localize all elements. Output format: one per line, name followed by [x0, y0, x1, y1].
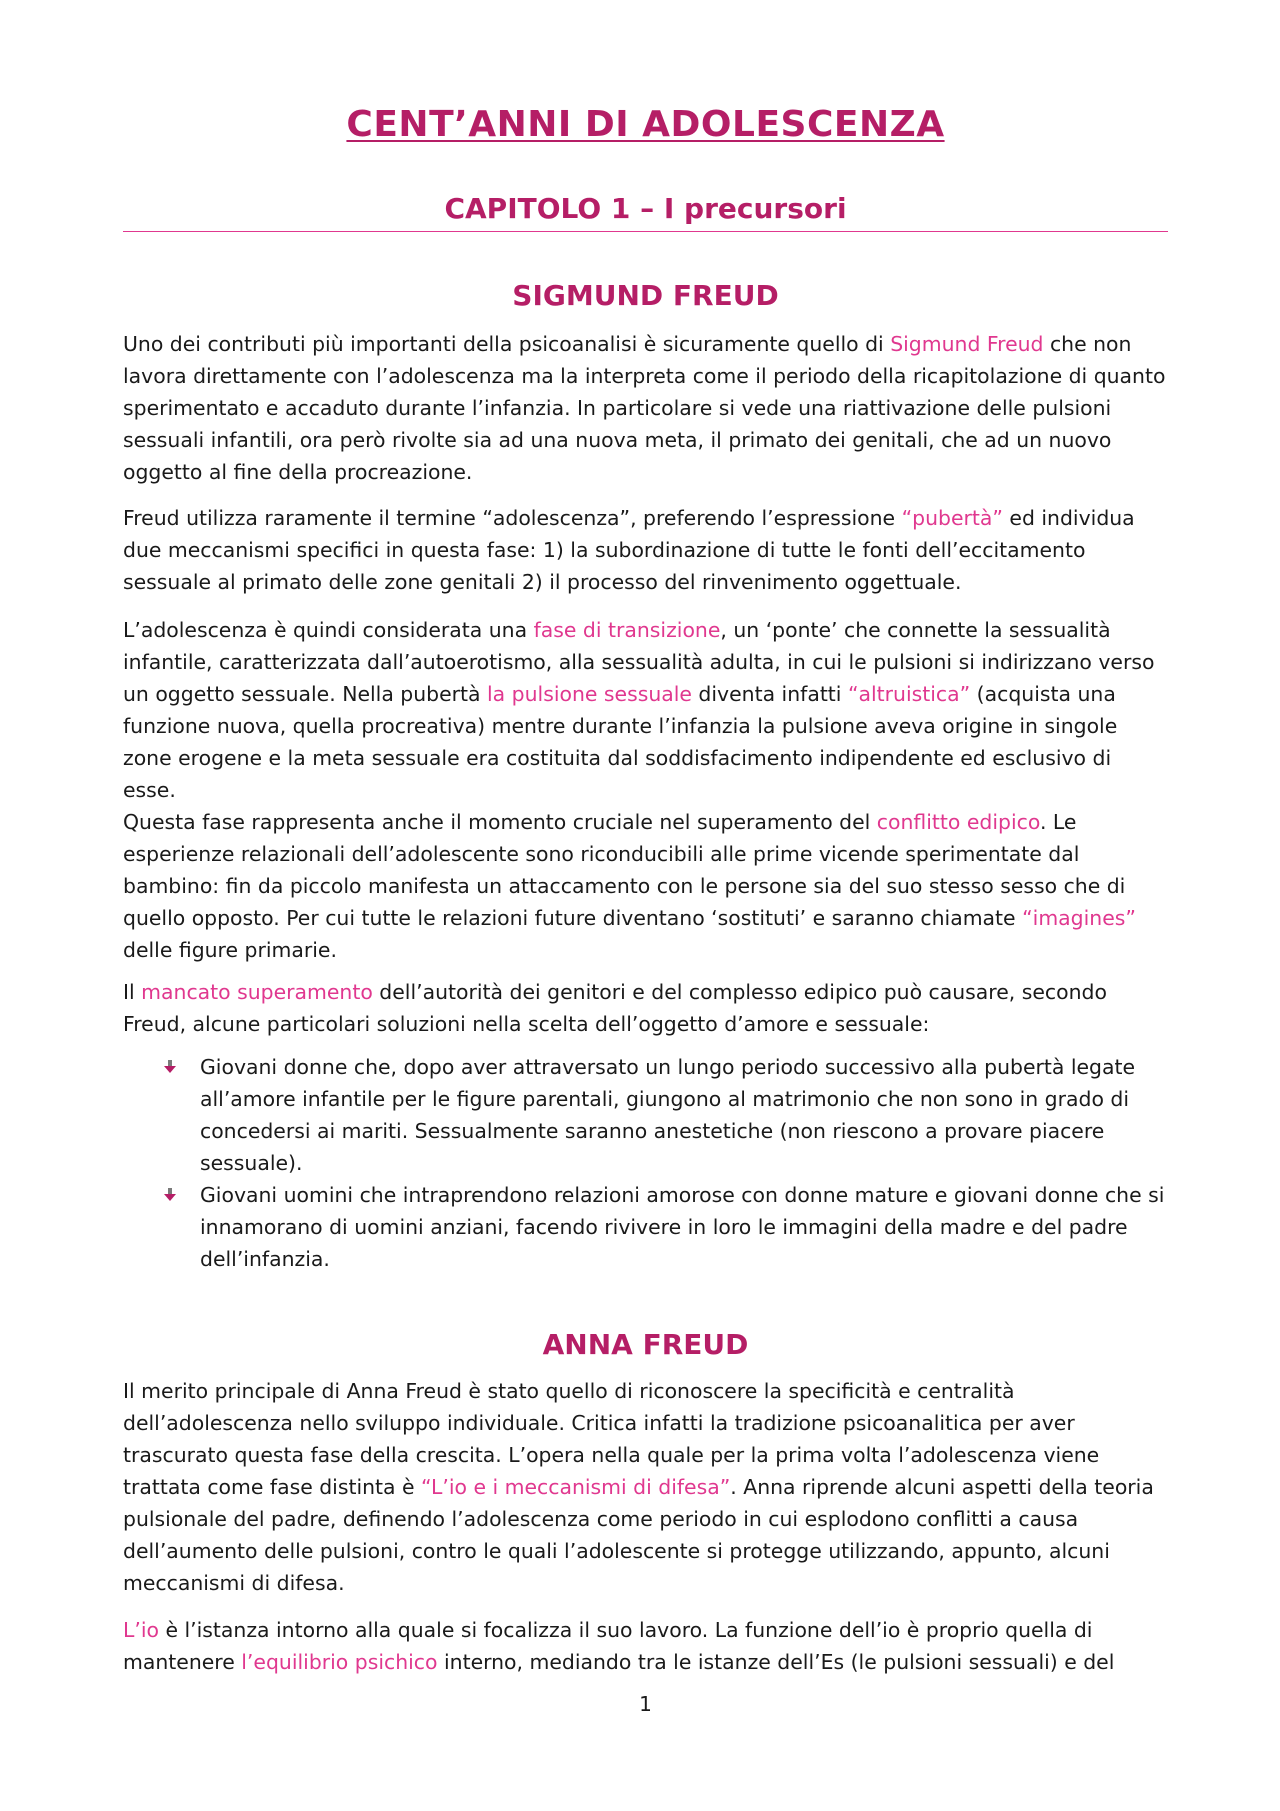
- paragraph-anna-intro: [123, 1375, 1168, 1599]
- paragraph-sigmund-intro: [123, 328, 1168, 488]
- highlight-io: L’io: [123, 1618, 159, 1642]
- paragraph-puberta: [123, 502, 1168, 598]
- list-item: [123, 1051, 1168, 1179]
- highlight-imagines: “imagines”: [1022, 906, 1136, 930]
- highlight-altruistica: “altruistica”: [847, 682, 971, 706]
- text-run: Uno dei contributi più importanti della psicoanalisi è sicuramente quello di: [123, 332, 891, 356]
- text-run: , un ‘ponte’ che connette la sessualità infantile, caratterizzata dall’autoerotismo, alla sessualità adulta, in cui le pulsioni si indirizzano verso un oggetto sessuale. Nella pubertà: [123, 618, 1155, 706]
- highlight-conflitto-edipico: conflitto edipico: [876, 810, 1040, 834]
- text-run: Freud utilizza raramente il termine “adolescenza”, preferendo l’espressione: [123, 506, 902, 530]
- highlight-io-meccanismi-difesa: “L’io e i meccanismi di difesa”: [421, 1475, 731, 1499]
- text-run: Il: [123, 980, 142, 1004]
- highlight-fase-di-transizione: fase di transizione: [533, 618, 721, 642]
- text-run: che non lavora direttamente con l’adolescenza ma la interpreta come il periodo della ricapitolazione di quanto sperimentato e accaduto durante l’infanzia. In particolare si vede una riattivazione delle pulsioni sessuali infantili, ora però rivolte sia ad una nuova meta, il primato dei genitali, che ad un nuovo oggetto al fine della procreazione.: [123, 332, 1166, 484]
- highlight-sigmund-freud: Sigmund Freud: [890, 332, 1044, 356]
- bullet-text: Giovani donne che, dopo aver attraversato un lungo periodo successivo alla pubertà legate all’amore infantile per le figure parentali, giungono al matrimonio che non sono in grado di concedersi ai mariti. Sessualmente saranno anestetiche (non riescono a provare piacere sessuale).: [200, 1055, 1136, 1175]
- text-run: diventa infatti: [691, 682, 848, 706]
- highlight-mancato-superamento: mancato superamento: [141, 980, 373, 1004]
- text-run: L’adolescenza è quindi considerata una: [123, 618, 534, 642]
- text-run: ed individua due meccanismi specifici in questa fase: 1) la subordinazione di tutte le fonti dell’eccitamento sessuale al primato delle zone genitali 2) il processo del rinvenimento oggettuale.: [123, 506, 1135, 594]
- document-title: CENT’ANNI DI ADOLESCENZA: [346, 104, 945, 145]
- section-heading-anna-freud: ANNA FREUD: [542, 1328, 749, 1361]
- text-run: interno, mediando tra le istanze dell’Es (le pulsioni sessuali) e del: [437, 1650, 1115, 1674]
- chapter-divider: [123, 231, 1168, 232]
- highlight-pulsione-sessuale: la pulsione sessuale: [487, 682, 692, 706]
- text-run: è l’istanza intorno alla quale si focalizza il suo lavoro. La funzione dell’io è proprio quella di mantenere: [123, 1618, 1093, 1674]
- text-run: Questa fase rappresenta anche il momento cruciale nel superamento del: [123, 810, 877, 834]
- text-run: . Le esperienze relazionali dell’adolescente sono riconducibili alle prime vicende sperimentate dal bambino: fin da piccolo manifesta un attaccamento con le persone sia del suo stesso sesso che di quello opposto. Per cui tutte le relazioni future diventano ‘sostituti’ e saranno chiamate: [123, 810, 1126, 930]
- bullet-text: Giovani uomini che intraprendono relazioni amorose con donne mature e giovani donne che si innamorano di uomini anziani, facendo rivivere in loro le immagini della madre e del padre dell’infanzia.: [200, 1183, 1165, 1271]
- section-heading-sigmund-freud: SIGMUND FREUD: [512, 279, 779, 312]
- text-run: delle figure primarie.: [123, 938, 337, 962]
- highlight-equilibrio-psichico: l’equilibrio psichico: [241, 1650, 438, 1674]
- paragraph-transizione: [123, 614, 1168, 806]
- text-run: . Anna riprende alcuni aspetti della teoria pulsionale del padre, definendo l’adolescenza come periodo in cui esplodono conflitti a causa dell’aumento delle pulsioni, contro le quali l’adolescente si protegge utilizzando, appunto, alcuni meccanismi di difesa.: [123, 1475, 1154, 1595]
- text-run: (acquista una funzione nuova, quella procreativa) mentre durante l’infanzia la pulsione aveva origine in singole zone erogene e la meta sessuale era costituita dal soddisfacimento indipendente ed esclusivo di esse.: [123, 682, 1118, 802]
- paragraph-conflitto-edipico: [123, 806, 1168, 966]
- paragraph-io: [123, 1614, 1168, 1678]
- list-item: [123, 1179, 1168, 1275]
- page-number: 1: [639, 1692, 652, 1716]
- down-arrow-bullet-icon: [163, 1188, 177, 1202]
- text-run: Il merito principale di Anna Freud è stato quello di riconoscere la specificità e centralità dell’adolescenza nello sviluppo individuale. Critica infatti la tradizione psicoanalitica per aver trascurato questa fase della crescita. L’opera nella quale per la prima volta l’adolescenza viene trattata come fase distinta è: [123, 1379, 1100, 1499]
- highlight-puberta: “pubertà”: [901, 506, 1003, 530]
- down-arrow-bullet-icon: [163, 1060, 177, 1074]
- bullet-list: [123, 1051, 1168, 1275]
- paragraph-mancato-superamento: [123, 976, 1168, 1040]
- text-run: dell’autorità dei genitori e del complesso edipico può causare, secondo Freud, alcune particolari soluzioni nella scelta dell’oggetto d’amore e sessuale:: [123, 980, 1107, 1036]
- chapter-heading: CAPITOLO 1 – I precursori: [444, 192, 847, 225]
